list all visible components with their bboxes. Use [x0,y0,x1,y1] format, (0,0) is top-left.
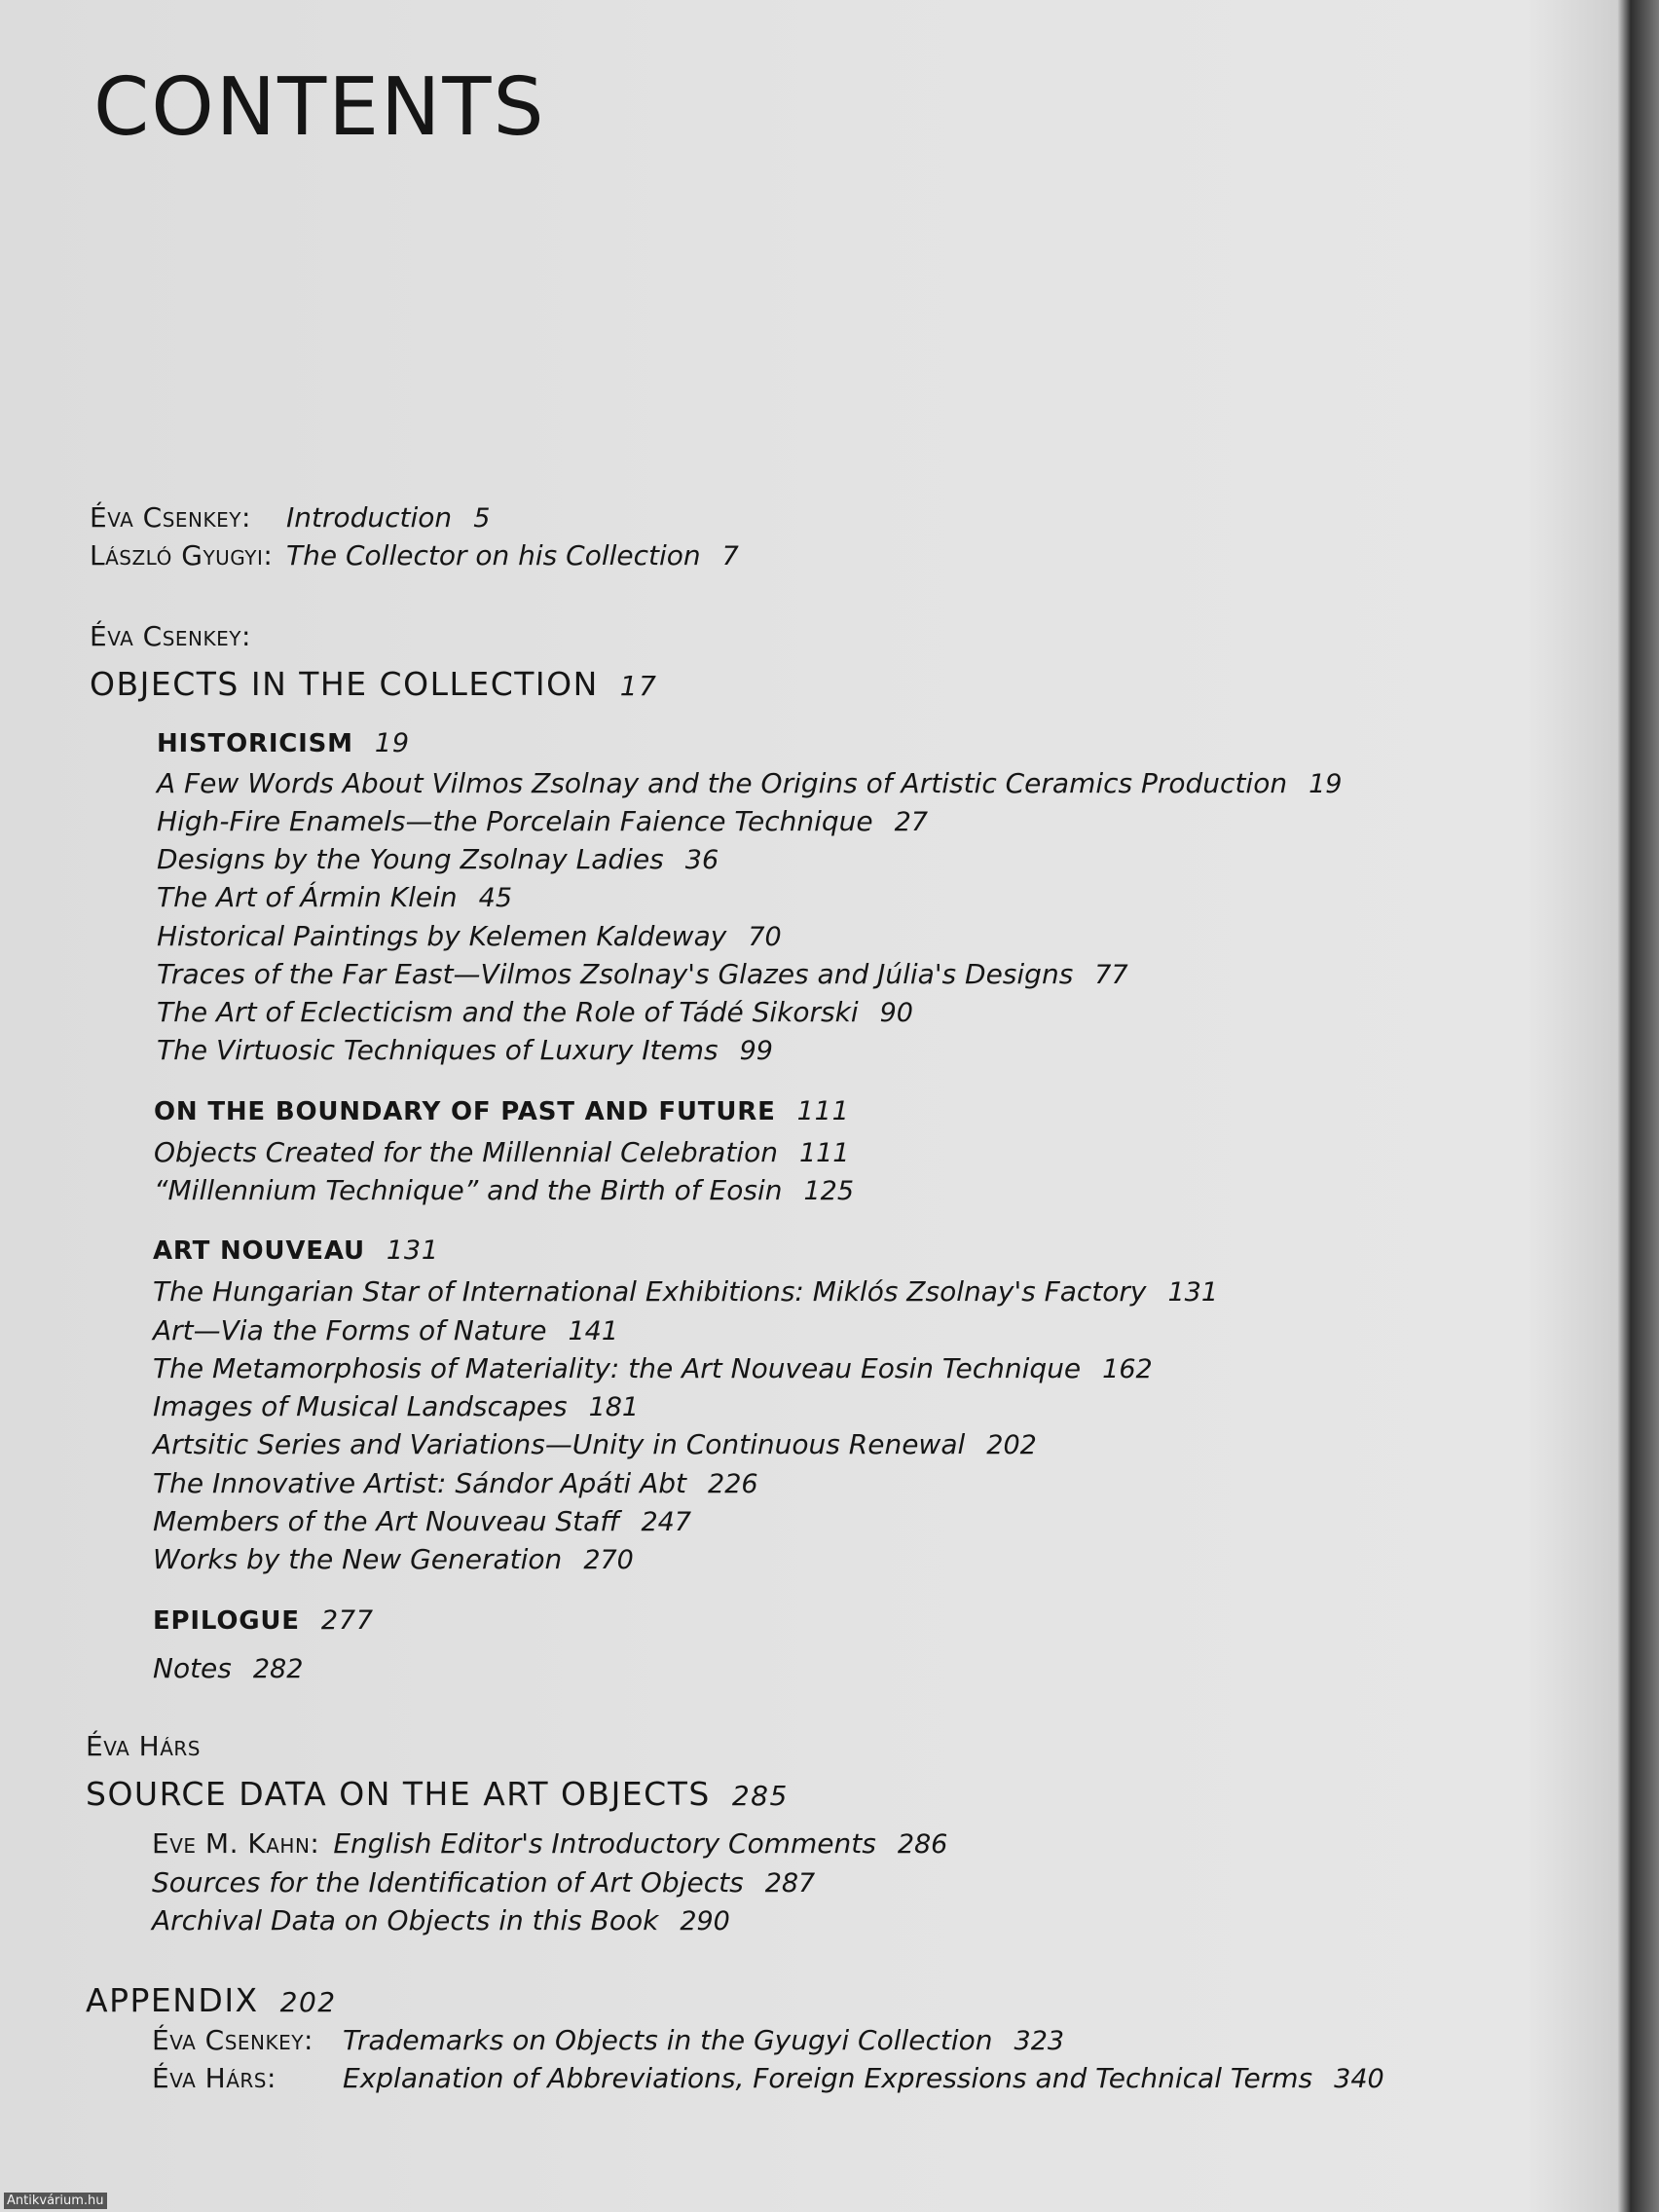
entry-page: 226 [708,1469,758,1499]
subsection-page: 19 [374,728,410,758]
section-page: 202 [279,1986,337,2018]
subsection-title: ART NOUVEAU [153,1236,365,1266]
entry-page: 282 [252,1654,304,1684]
entry-page: 111 [798,1138,850,1168]
toc-entry[interactable] [157,1034,773,1066]
entry-page: 99 [739,1036,773,1066]
entry-title: Members of the Art Nouveau Staff [153,1505,620,1537]
toc-entry[interactable] [153,1505,692,1537]
entry-title: Historical Paintings by Kelemen Kaldeway [157,920,727,952]
entry-author: László Gyugyi: [90,539,274,571]
toc-entry[interactable] [153,1543,634,1575]
entry-page: 131 [1167,1277,1219,1308]
entry-title: Objects Created for the Millennial Celebration [154,1136,778,1168]
toc-entry-introduction[interactable] [90,501,491,534]
toc-entry[interactable] [157,996,913,1028]
section-page: 285 [731,1780,789,1812]
entry-title: Designs by the Young Zsolnay Ladies [157,843,664,875]
entry-title: Trademarks on Objects in the Gyugyi Collection [343,2024,993,2056]
subsection-historicism[interactable] [157,730,410,756]
entry-page: 125 [803,1176,855,1206]
entry-title: “Millennium Technique” and the Birth of Eosin [154,1174,783,1206]
toc-entry[interactable] [157,881,513,913]
entry-title: Explanation of Abbreviations, Foreign Expressions and Technical Terms [343,2062,1313,2094]
part1-author: Éva Csenkey: [90,620,251,652]
part1-heading[interactable] [90,665,658,703]
toc-entry-editor-comments[interactable] [152,1827,948,1860]
subsection-title: HISTORICISM [157,729,353,758]
entry-author: Éva Csenkey: [152,2024,313,2056]
toc-entry[interactable] [152,1866,816,1899]
toc-entry[interactable] [157,843,719,875]
entry-title: The Virtuosic Techniques of Luxury Items [157,1034,719,1066]
toc-entry[interactable] [153,1428,1037,1460]
subsection-page: 277 [320,1605,374,1636]
entry-author: Éva Hárs: [152,2062,276,2094]
section-page: 17 [619,670,658,702]
toc-entry[interactable] [154,1174,855,1206]
entry-title: Traces of the Far East—Vilmos Zsolnay's Glazes and Júlia's Designs [157,958,1074,990]
watermark: Antikvárium.hu [4,2193,107,2209]
toc-entry-abbreviations[interactable] [152,2062,1384,2094]
section-title: APPENDIX [86,1981,259,2019]
entry-title: Images of Musical Landscapes [153,1390,568,1422]
entry-author: Eve M. Kahn: [152,1827,320,1860]
subsection-title: ON THE BOUNDARY OF PAST AND FUTURE [154,1097,776,1126]
entry-page: 27 [894,807,928,837]
entry-page: 5 [473,503,491,534]
entry-title: Archival Data on Objects in this Book [152,1904,659,1936]
entry-page: 77 [1094,960,1128,990]
toc-entry-notes[interactable] [153,1652,304,1684]
appendix-heading[interactable] [86,1981,337,2019]
subsection-title: EPILOGUE [153,1606,300,1636]
entry-title: High-Fire Enamels—the Porcelain Faience Technique [157,805,873,837]
entry-page: 90 [879,998,913,1028]
toc-entry-trademarks[interactable] [152,2024,1065,2056]
subsection-page: 131 [386,1235,439,1266]
entry-page: 202 [986,1430,1037,1460]
entry-title: Notes [153,1652,232,1684]
entry-title: The Art of Eclecticism and the Role of Tádé Sikorski [157,996,859,1028]
entry-page: 36 [684,845,719,875]
entry-title: Introduction [286,501,453,534]
section-title: SOURCE DATA ON THE ART OBJECTS [86,1775,711,1813]
toc-entry[interactable] [153,1352,1153,1384]
toc-entry[interactable] [157,767,1343,799]
subsection-boundary[interactable] [154,1098,850,1124]
toc-entry[interactable] [157,958,1128,990]
toc-entry[interactable] [153,1275,1219,1308]
entry-title: The Art of Ármin Klein [157,881,458,913]
section-title: OBJECTS IN THE COLLECTION [90,665,599,703]
entry-author: Éva Csenkey: [90,501,251,534]
entry-title: Art—Via the Forms of Nature [153,1314,547,1346]
part2-author: Éva Hárs [86,1730,202,1762]
entry-title: The Collector on his Collection [286,539,701,571]
entry-title: Artsitic Series and Variations—Unity in Continuous Renewal [153,1428,966,1460]
toc-entry[interactable] [157,805,928,837]
entry-page: 286 [897,1829,948,1860]
entry-title: English Editor's Introductory Comments [333,1827,876,1860]
entry-page: 340 [1334,2064,1384,2094]
entry-page: 141 [568,1316,619,1346]
toc-entry[interactable] [153,1390,640,1422]
entry-page: 162 [1102,1354,1153,1384]
entry-title: The Innovative Artist: Sándor Apáti Abt [153,1467,687,1499]
toc-entry[interactable] [153,1467,758,1499]
subsection-art-nouveau[interactable] [153,1237,439,1264]
entry-page: 287 [764,1868,816,1899]
entry-page: 270 [583,1545,634,1575]
toc-entry[interactable] [152,1904,730,1936]
entry-title: A Few Words About Vilmos Zsolnay and the Origins of Artistic Ceramics Production [157,767,1288,799]
entry-page: 70 [748,922,782,952]
entry-page: 247 [641,1507,692,1537]
toc-entry[interactable] [157,920,782,952]
entry-page: 19 [1309,769,1343,799]
toc-entry[interactable] [153,1314,619,1346]
entry-page: 290 [680,1906,730,1936]
toc-entry-collector[interactable] [90,539,739,571]
entry-page: 45 [478,883,513,913]
entry-title: Sources for the Identification of Art Objects [152,1866,744,1899]
entry-title: The Metamorphosis of Materiality: the Art Nouveau Eosin Technique [153,1352,1082,1384]
entry-page: 323 [1014,2026,1065,2056]
page-title: CONTENTS [93,61,546,154]
entry-title: The Hungarian Star of International Exhibitions: Miklós Zsolnay's Factory [153,1275,1147,1308]
entry-page: 181 [588,1392,640,1422]
part2-heading[interactable] [86,1775,789,1813]
subsection-page: 111 [796,1096,850,1126]
entry-title: Works by the New Generation [153,1543,563,1575]
entry-page: 7 [721,541,739,571]
toc-entry[interactable] [154,1136,850,1168]
subsection-epilogue[interactable] [153,1607,374,1634]
